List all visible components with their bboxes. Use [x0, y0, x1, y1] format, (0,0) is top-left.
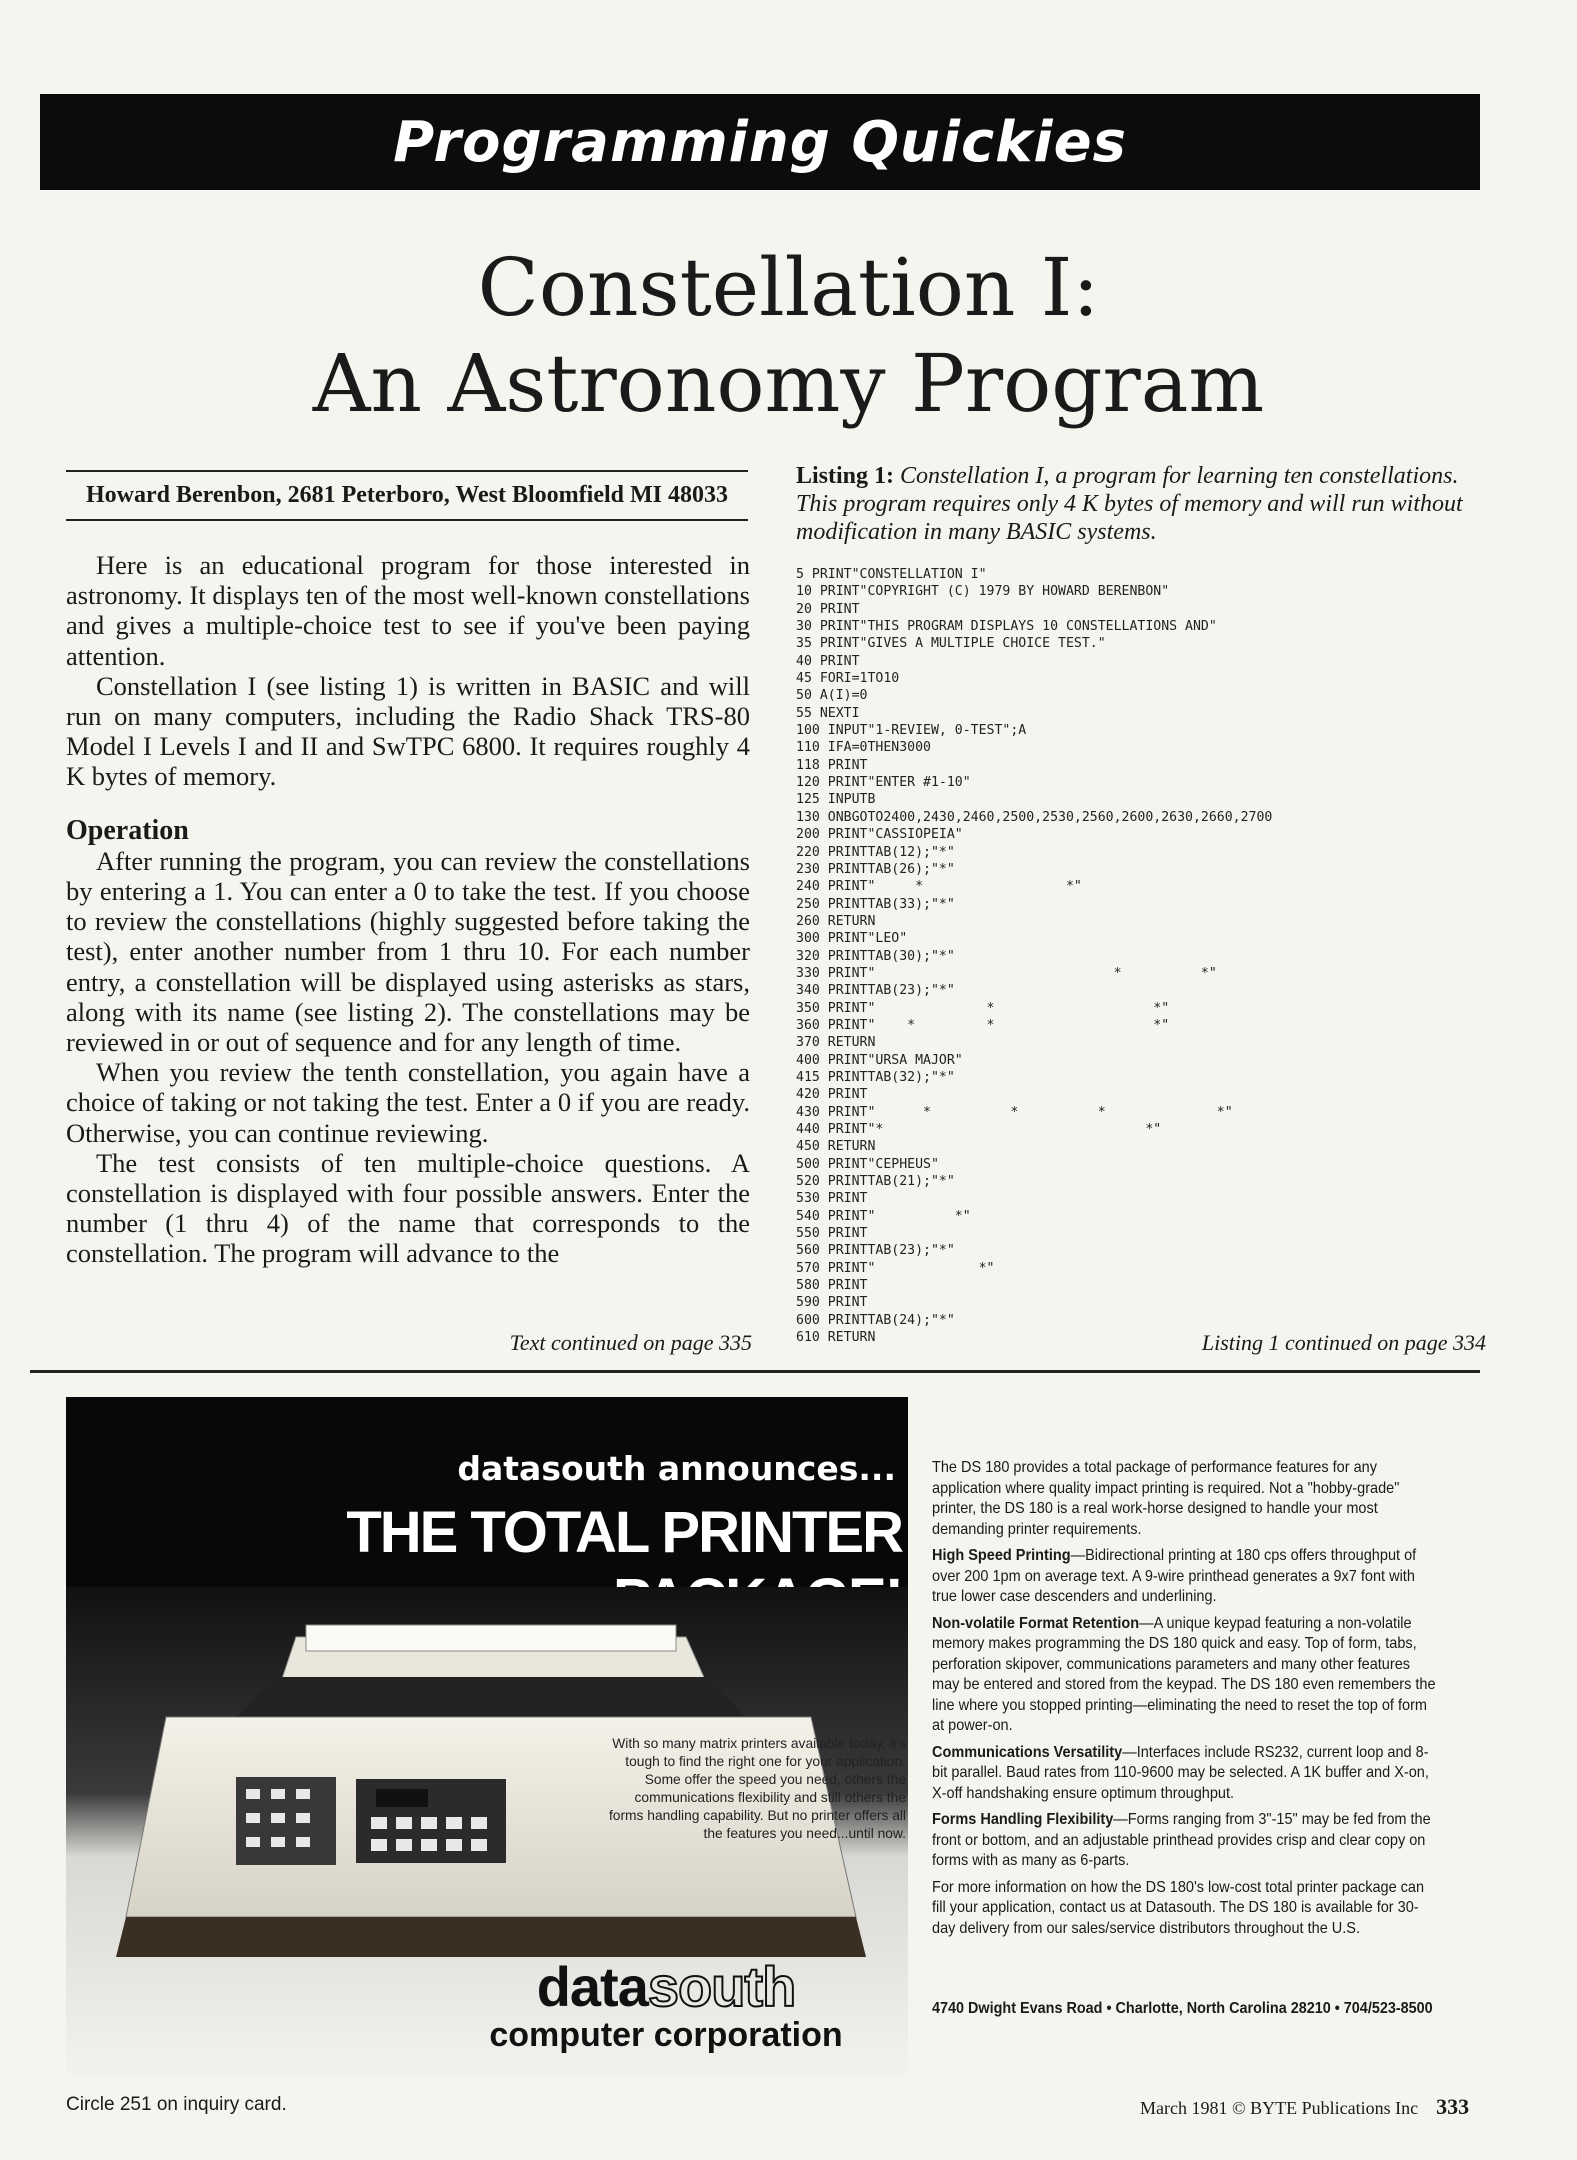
divider [30, 1370, 1480, 1373]
logo-text-outline: south [647, 1955, 796, 2018]
article-body [66, 550, 750, 1269]
section-heading: Operation [66, 814, 189, 846]
ad-feature [932, 1546, 1439, 1608]
paragraph: Here is an educational program for those interested in astronomy. It displays ten of the most well-known constellations and gives a multiple-choice test to see if you've been paying attention. [66, 550, 750, 671]
ad-outro: For more information on how the DS 180's low-cost total printer package can fill your application, contact us at Datasouth. The DS 180 is available for 30-day delivery from our sales/service distributors throughout the U.S. [932, 1878, 1425, 1937]
page-footer [1140, 2094, 1469, 2120]
ad-headline: THE TOTAL PRINTER [346, 1500, 902, 1565]
logo-corporation: computer corporation [489, 2016, 843, 2054]
paragraph: When you review the tenth constellation, you again have a choice of taking or not taking the test. Enter a 0 if you are ready. Otherwise, you can continue reviewing. [66, 1057, 750, 1148]
section-banner [40, 94, 1480, 190]
feature-title: Communications Versatility [932, 1743, 1123, 1761]
article-title [0, 240, 1577, 432]
ad-printer-copy: With so many matrix printers available today, it's tough to find the right one for your application. Some offer the speed you need, others the communications flexibility and still others the forms handling capability. But no printer offers all the features you need...until now. [608, 1736, 906, 1841]
feature-title: Non-volatile Format Retention [932, 1614, 1140, 1632]
text-continued-note: Text continued on page 335 [509, 1330, 752, 1355]
paragraph: Constellation I (see listing 1) is written in BASIC and will run on many computers, including the Radio Shack TRS-80 Model I Levels I and II and SwTPC 6800. It requires roughly 4 K bytes of memory. [66, 670, 750, 792]
logo-text-bold: data [536, 1955, 648, 2018]
feature-title: High Speed Printing [932, 1547, 1071, 1564]
feature-text: —Interfaces include RS232, current loop and 8-bit parallel. Baud rates from 110-9600 may be selected. A 1K buffer and X-on, X-off handshaking ensure optimum throughput. [932, 1743, 1429, 1802]
ad-intro: The DS 180 provides a total package of performance features for any application where quality impact printing is required. Not a "hobby-grade" printer, the DS 180 is a real work-horse designed to handle your most demanding printer requirements. [932, 1459, 1400, 1538]
article-title-line1: Constellation I: [477, 241, 1100, 334]
feature-text: —Forms ranging from 3"-15" may be fed from the front or bottom, and an adjustable printhead provides crisp and clear copy on forms with as many as 6-parts. [932, 1811, 1431, 1869]
ad-copy [932, 1458, 1439, 1945]
paragraph: The test consists of ten multiple-choice questions. A constellation is displayed with four possible answers. Enter the number (1 thru 4) of the name that corresponds to the constellation. The program will advance to the [66, 1147, 750, 1269]
listing-caption-text: Constellation I, a program for learning ten constellations. This program requires only 4 K bytes of memory and will run without modification in many BASIC systems. [796, 463, 1463, 545]
section-title: Programming Quickies [393, 109, 1127, 175]
article-title-line2: An Astronomy Program [312, 337, 1265, 430]
publication-credit: March 1981 © BYTE Publications Inc [1140, 2098, 1419, 2118]
ad-feature [932, 1743, 1439, 1805]
feature-text: —A unique keypad featuring a non-volatile memory makes programming the DS 180 quick and easy. Top of form, tabs, perforation skipover, communications parameters and many other features may be entered and stored from the keypad. The DS 180 even remembers the line where you stopped printing—eliminating the need to reset the top of form at power-on. [932, 1614, 1436, 1734]
ad-photo [66, 1397, 908, 2077]
ad-feature [932, 1810, 1439, 1872]
inquiry-note: Circle 251 on inquiry card. [66, 2094, 287, 2115]
ad-announce: datasouth announces... [457, 1449, 896, 1488]
paragraph: After running the program, you can review the constellations by entering a 1. You can enter a 0 to take the test. If you choose to review the constellations (highly suggested before taking the test), enter another number from 1 thru 10. For each number entry, a constellation will be displayed using asterisks as stars, along with its name (see listing 2). The constellations may be reviewed in or out of sequence and for any length of time. [66, 845, 750, 1058]
listing-code: 5 PRINT"CONSTELLATION I" 10 PRINT"COPYRIGHT (C) 1979 BY HOWARD BERENBON" 20 PRINT 30 PRINT"THIS PROGRAM DISPLAYS 10 CONSTELLATIONS AND" 35 PRINT"GIVES A MULTIPLE CHOICE TEST." 40 PRINT 45 FORI=1TO10 50 A(I)=0 55 NEXTI 100 INPUT"1-REVIEW, 0-TEST";A 110 IFA=0THEN3000 118 PRINT 120 PRINT"ENTER #1-10" 125 INPUTB 130 ONBGOTO2400,2430,2460,2500,2530,2560,2600,2630,2660,2700 200 PRINT"CASSIOPEIA" 220 PRINTTAB(12);"*" 230 PRINTTAB(26);"*" 240 PRINT" * *" 250 PRINTTAB(33);"*" 260 RETURN 300 PRINT"LEO" 320 PRINTTAB(30);"*" 330 PRINT" * *" 340 PRINTTAB(23);"*" 350 PRINT" * *" 360 PRINT" * * *" 370 RETURN 400 PRINT"URSA MAJOR" 415 PRINTTAB(32);"*" 420 PRINT 430 PRINT" * * * *" 440 PRINT"* *" 450 RETURN 500 PRINT"CEPHEUS" 520 PRINTTAB(21);"*" 530 PRINT 540 PRINT" *" 550 PRINT 560 PRINTTAB(23);"*" 570 PRINT" *" 580 PRINT 590 PRINT 600 PRINTTAB(24);"*" 610 RETURN [796, 567, 1273, 1346]
feature-title: Forms Handling Flexibility [932, 1811, 1114, 1828]
listing-continued-note: Listing 1 continued on page 334 [1201, 1330, 1486, 1355]
feature-text: —Bidirectional printing at 180 cps offers throughput of over 200 1pm on average text. A 9-wire printhead generates a 9x7 font with true lower case descenders and underlining. [932, 1547, 1417, 1605]
ad-feature [932, 1614, 1439, 1737]
page-number: 333 [1436, 2094, 1470, 2119]
author-byline: Howard Berenbon, 2681 Peterboro, West Bloomfield MI 48033 [66, 470, 748, 521]
listing-label: Listing 1: [796, 463, 895, 489]
listing-caption [796, 462, 1486, 546]
ad-address: 4740 Dwight Evans Road • Charlotte, North Carolina 28210 • 704/523-8500 [932, 2000, 1433, 2017]
datasouth-logo [431, 1957, 901, 2053]
